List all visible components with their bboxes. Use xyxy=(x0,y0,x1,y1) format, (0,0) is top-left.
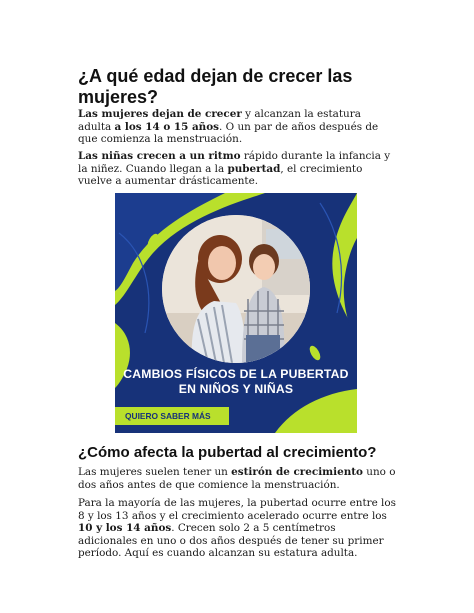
banner-headline: CAMBIOS FÍSICOS DE LA PUBERTAD EN NIÑOS Y NIÑAS xyxy=(123,367,349,396)
bold-text: estirón de crecimiento xyxy=(231,466,363,478)
paragraph-text: uno o dos años antes de que comience la menstruación. xyxy=(78,466,396,491)
growth-paragraph xyxy=(78,150,396,188)
paragraph-text: y alcanzan la estatura adulta xyxy=(78,108,361,133)
bold-text: Las mujeres dejan de crecer xyxy=(78,108,242,120)
intro-paragraph xyxy=(78,108,396,146)
spurt-paragraph xyxy=(78,466,396,491)
paragraph-text: . O un par de años después de que comienza la menstruación. xyxy=(78,120,379,145)
cta-button[interactable]: QUIERO SABER MÁS xyxy=(115,407,229,425)
bold-text: a los 14 o 15 años xyxy=(114,120,220,133)
paragraph-text: . Crecen solo 2 a 5 centímetros adicionales en uno o dos años después de tener su primer período. Aquí es cuando alcanzan su estatura adulta. xyxy=(78,522,384,559)
bold-text: Las niñas crecen a un ritmo xyxy=(78,150,241,162)
section-heading: ¿Cómo afecta la pubertad al crecimiento? xyxy=(78,444,377,461)
paragraph-text: rápido durante la infancia y la niñez. Cuando llegan a la xyxy=(78,150,391,175)
bold-text: pubertad xyxy=(227,162,281,175)
article-title: ¿A qué edad dejan de crecer las mujeres? xyxy=(78,66,353,107)
paragraph-text: , el crecimiento vuelve a aumentar drásticamente. xyxy=(78,162,363,187)
promo-banner[interactable] xyxy=(115,193,357,433)
paragraph-text: Las mujeres suelen tener un xyxy=(78,466,232,478)
family-photo xyxy=(162,215,310,363)
bold-text: 10 y los 14 años xyxy=(78,522,172,534)
puberty-paragraph xyxy=(78,497,396,560)
paragraph-text: Para la mayoría de las mujeres, la pubertad ocurre entre los 8 y los 13 años y el crecimiento acelerado ocurre entre los xyxy=(78,497,396,522)
